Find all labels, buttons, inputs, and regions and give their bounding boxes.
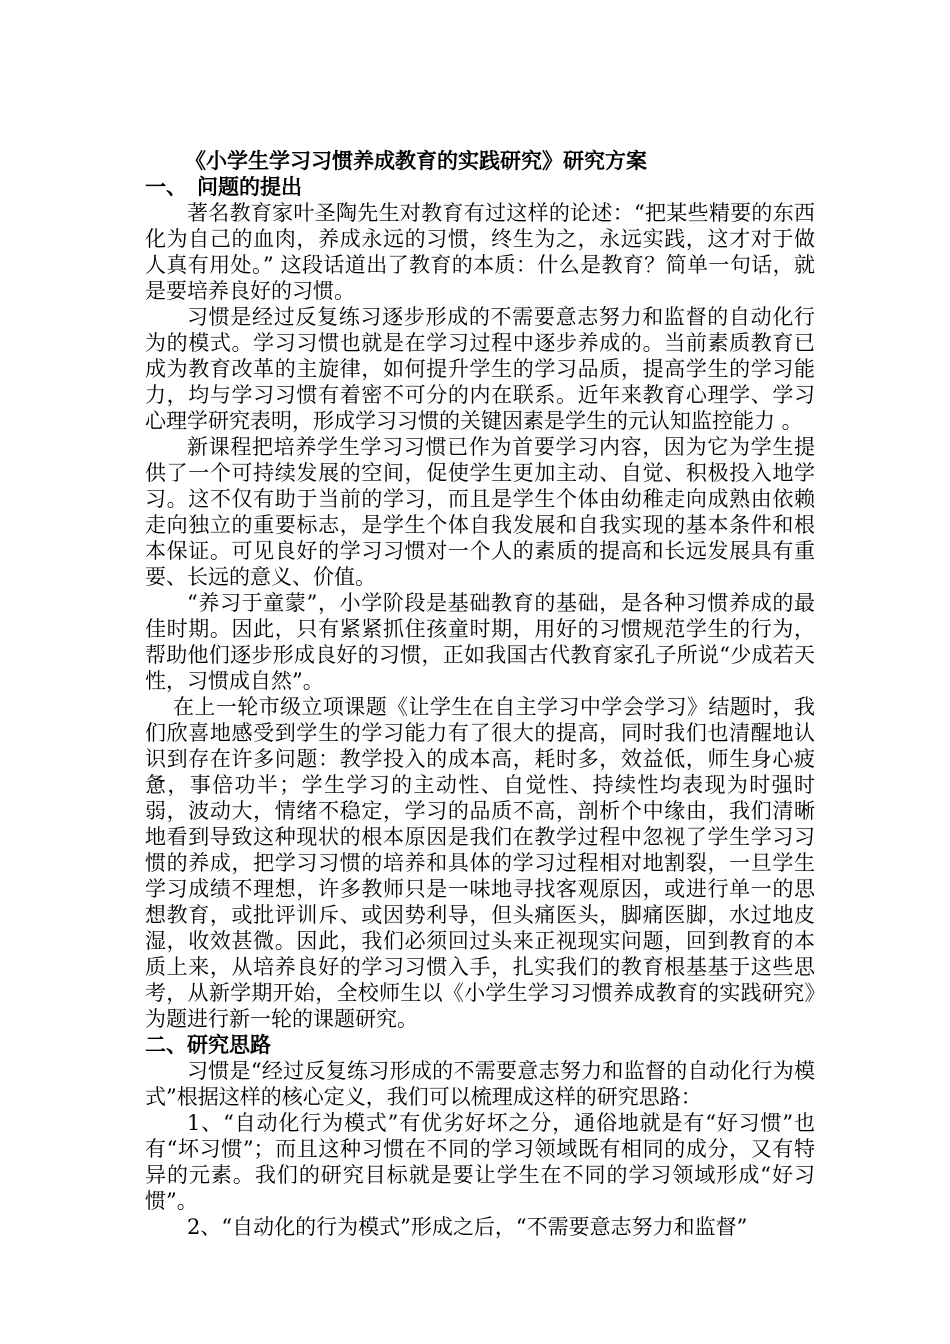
- document-body: [145, 148, 815, 1240]
- section-heading-1: [145, 174, 815, 200]
- section-heading-2: [145, 1032, 815, 1058]
- paragraph: 习惯是“经过反复练习形成的不需要意志努力和监督的自动化行为模式”根据这样的核心定义，我们可以梳理成这样的研究思路：: [145, 1059, 815, 1109]
- section-title-1: 问题的提出: [197, 175, 302, 199]
- section-title-2: 研究思路: [187, 1033, 271, 1057]
- document-title: 《小学生学习习惯养成教育的实践研究》研究方案: [185, 149, 647, 173]
- paragraph: 习惯是经过反复练习逐步形成的不需要意志努力和监督的自动化行为的模式。学习习惯也就是在学习过程中逐步养成的。当前素质教育已成为教育改革的主旋律，如何提升学生的学习品质，提高学生的学习能力，均与学习习惯有着密不可分的内在联系。近年来教育心理学、学习心理学研究表明，形成学习习惯的关键因素是学生的元认知监控能力 。: [145, 305, 815, 433]
- paragraph: “养习于童蒙”，小学阶段是基础教育的基础，是各种习惯养成的最佳时期。因此，只有紧紧抓住孩童时期，用好的习惯规范学生的行为，帮助他们逐步形成良好的习惯，正如我国古代教育家孔子所说“少成若天性，习惯成自然”。: [145, 591, 815, 693]
- paragraph: 1、“自动化行为模式”有优劣好坏之分，通俗地就是有“好习惯”也有“坏习惯”；而且这种习惯在不同的学习领域既有相同的成分，又有特异的元素。我们的研究目标就是要让学生在不同的学习领域形成“好习惯”。: [145, 1111, 815, 1213]
- section-number-1: 一、: [145, 175, 187, 199]
- paragraph: 新课程把培养学生学习习惯已作为首要学习内容，因为它为学生提供了一个可持续发展的空间，促使学生更加主动、自觉、积极投入地学习。这不仅有助于当前的学习，而且是学生个体由幼稚走向成熟由依赖走向独立的重要标志，是学生个体自我发展和自我实现的基本条件和根本保证。可见良好的学习习惯对一个人的素质的提高和长远发展具有重要、长远的意义、价值。: [145, 435, 815, 589]
- section-number-2: 二、: [145, 1033, 187, 1057]
- paragraph: 在上一轮市级立项课题《让学生在自主学习中学会学习》结题时，我们欣喜地感受到学生的学习能力有了很大的提高，同时我们也清醒地认识到存在许多问题：教学投入的成本高，耗时多，效益低，师生身心疲惫，事倍功半；学生学习的主动性、自觉性、持续性均表现为时强时弱，波动大，情绪不稳定，学习的品质不高，剖析个中缘由，我们清晰地看到导致这种现状的根本原因是我们在教学过程中忽视了学生学习习惯的养成，把学习习惯的培养和具体的学习过程相对地割裂，一旦学生学习成绩不理想，许多教师只是一味地寻找客观原因，或进行单一的思想教育，或批评训斥、或因势利导，但头痛医头，脚痛医脚，水过地皮湿，收效甚微。因此，我们必须回过头来正视现实问题，回到教育的本质上来，从培养良好的学习习惯入手，扎实我们的教育根基基于这些思考，从新学期开始，全校师生以《小学生学习习惯养成教育的实践研究》为题进行新一轮的课题研究。: [145, 695, 815, 1031]
- paragraph: 著名教育家叶圣陶先生对教育有过这样的论述：“把某些精要的东西化为自己的血肉，养成永远的习惯，终生为之，永远实践，这才对于做人真有用处。” 这段话道出了教育的本质：什么是教育？简单一句话，就是要培养良好的习惯。: [145, 201, 815, 303]
- paragraph: 2、“自动化的行为模式”形成之后，“不需要意志努力和监督”: [187, 1215, 748, 1239]
